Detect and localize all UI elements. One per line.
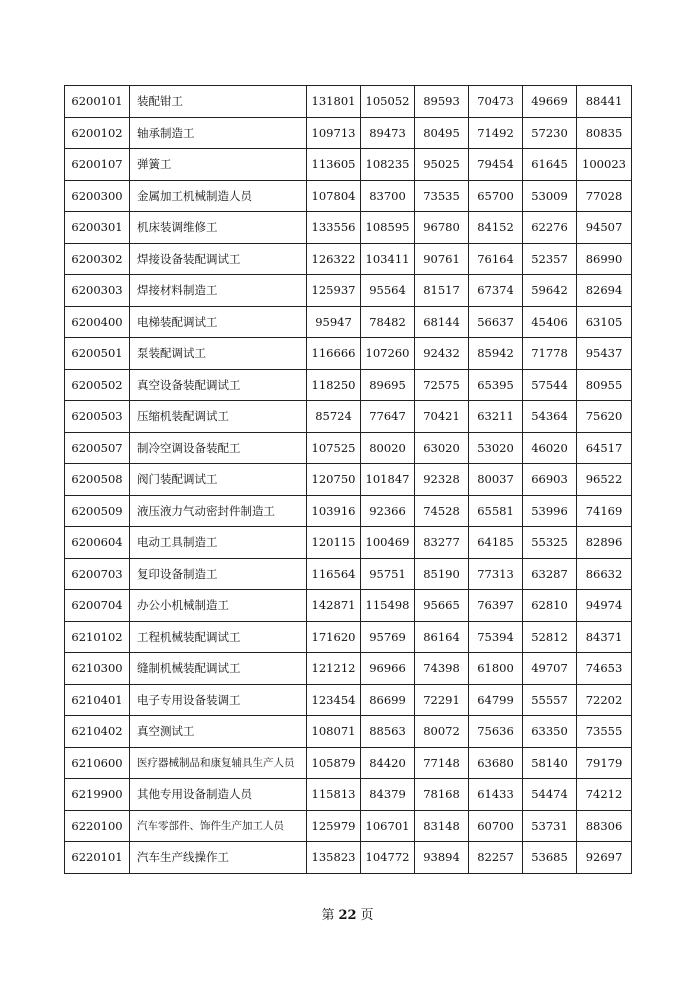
wage-value-cell: 106701 bbox=[361, 810, 415, 842]
occupation-code-cell: 6210402 bbox=[65, 716, 130, 748]
table-row bbox=[65, 495, 632, 527]
wage-value-cell: 70473 bbox=[469, 86, 523, 118]
wage-value-cell: 107525 bbox=[307, 432, 361, 464]
wage-value-cell: 108235 bbox=[361, 149, 415, 181]
wage-value-cell: 60700 bbox=[469, 810, 523, 842]
occupation-name-cell: 汽车零部件、饰件生产加工人员 bbox=[130, 810, 307, 842]
wage-value-cell: 88306 bbox=[577, 810, 632, 842]
wage-value-cell: 93894 bbox=[415, 842, 469, 874]
wage-value-cell: 81517 bbox=[415, 275, 469, 307]
occupation-name-cell: 其他专用设备制造人员 bbox=[130, 779, 307, 811]
wage-value-cell: 96780 bbox=[415, 212, 469, 244]
wage-value-cell: 73555 bbox=[577, 716, 632, 748]
wage-value-cell: 115813 bbox=[307, 779, 361, 811]
wage-value-cell: 94974 bbox=[577, 590, 632, 622]
table-row bbox=[65, 464, 632, 496]
table-row bbox=[65, 779, 632, 811]
occupation-name-cell: 办公小机械制造工 bbox=[130, 590, 307, 622]
wage-value-cell: 131801 bbox=[307, 86, 361, 118]
wage-value-cell: 125937 bbox=[307, 275, 361, 307]
wage-value-cell: 80835 bbox=[577, 117, 632, 149]
wage-value-cell: 64517 bbox=[577, 432, 632, 464]
page-number: 22 bbox=[338, 908, 357, 923]
occupation-code-cell: 6200508 bbox=[65, 464, 130, 496]
wage-value-cell: 45406 bbox=[523, 306, 577, 338]
wage-value-cell: 61433 bbox=[469, 779, 523, 811]
wage-value-cell: 59642 bbox=[523, 275, 577, 307]
wage-value-cell: 80072 bbox=[415, 716, 469, 748]
wage-value-cell: 46020 bbox=[523, 432, 577, 464]
occupation-name-cell: 真空设备装配调试工 bbox=[130, 369, 307, 401]
wage-value-cell: 53009 bbox=[523, 180, 577, 212]
wage-value-cell: 113605 bbox=[307, 149, 361, 181]
wage-value-cell: 54474 bbox=[523, 779, 577, 811]
wage-value-cell: 82694 bbox=[577, 275, 632, 307]
wage-value-cell: 77313 bbox=[469, 558, 523, 590]
wage-value-cell: 63211 bbox=[469, 401, 523, 433]
occupation-name-cell: 工程机械装配调试工 bbox=[130, 621, 307, 653]
wage-value-cell: 94507 bbox=[577, 212, 632, 244]
wage-value-cell: 72575 bbox=[415, 369, 469, 401]
occupation-code-cell: 6200604 bbox=[65, 527, 130, 559]
wage-value-cell: 89695 bbox=[361, 369, 415, 401]
occupation-name-cell: 液压液力气动密封件制造工 bbox=[130, 495, 307, 527]
table-row bbox=[65, 621, 632, 653]
wage-value-cell: 71492 bbox=[469, 117, 523, 149]
wage-value-cell: 84152 bbox=[469, 212, 523, 244]
wage-value-cell: 89593 bbox=[415, 86, 469, 118]
table-row bbox=[65, 306, 632, 338]
table-row bbox=[65, 180, 632, 212]
wage-value-cell: 61800 bbox=[469, 653, 523, 685]
occupation-code-cell: 6200703 bbox=[65, 558, 130, 590]
occupation-code-cell: 6200301 bbox=[65, 212, 130, 244]
wage-value-cell: 82257 bbox=[469, 842, 523, 874]
table-row bbox=[65, 401, 632, 433]
table-row bbox=[65, 117, 632, 149]
wage-value-cell: 95564 bbox=[361, 275, 415, 307]
wage-value-cell: 86990 bbox=[577, 243, 632, 275]
occupation-code-cell: 6200501 bbox=[65, 338, 130, 370]
wage-value-cell: 100023 bbox=[577, 149, 632, 181]
table-row bbox=[65, 86, 632, 118]
wage-value-cell: 126322 bbox=[307, 243, 361, 275]
occupation-code-cell: 6219900 bbox=[65, 779, 130, 811]
page-prefix: 第 bbox=[321, 908, 335, 923]
wage-value-cell: 80495 bbox=[415, 117, 469, 149]
table-row bbox=[65, 275, 632, 307]
wage-value-cell: 107804 bbox=[307, 180, 361, 212]
wage-value-cell: 92432 bbox=[415, 338, 469, 370]
wage-value-cell: 85724 bbox=[307, 401, 361, 433]
wage-value-cell: 74169 bbox=[577, 495, 632, 527]
wage-value-cell: 57230 bbox=[523, 117, 577, 149]
occupation-name-cell: 金属加工机械制造人员 bbox=[130, 180, 307, 212]
wage-value-cell: 120115 bbox=[307, 527, 361, 559]
wage-value-cell: 53731 bbox=[523, 810, 577, 842]
occupation-name-cell: 阀门装配调试工 bbox=[130, 464, 307, 496]
wage-value-cell: 89473 bbox=[361, 117, 415, 149]
wage-value-cell: 85942 bbox=[469, 338, 523, 370]
wage-value-cell: 80037 bbox=[469, 464, 523, 496]
wage-value-cell: 65395 bbox=[469, 369, 523, 401]
table-row bbox=[65, 527, 632, 559]
wage-value-cell: 61645 bbox=[523, 149, 577, 181]
occupation-code-cell: 6200300 bbox=[65, 180, 130, 212]
table-row bbox=[65, 590, 632, 622]
wage-value-cell: 133556 bbox=[307, 212, 361, 244]
occupation-code-cell: 6220100 bbox=[65, 810, 130, 842]
wage-value-cell: 120750 bbox=[307, 464, 361, 496]
occupation-code-cell: 6200107 bbox=[65, 149, 130, 181]
wage-value-cell: 92366 bbox=[361, 495, 415, 527]
occupation-name-cell: 装配钳工 bbox=[130, 86, 307, 118]
wage-value-cell: 72291 bbox=[415, 684, 469, 716]
wage-value-cell: 88563 bbox=[361, 716, 415, 748]
wage-value-cell: 83277 bbox=[415, 527, 469, 559]
wage-value-cell: 76397 bbox=[469, 590, 523, 622]
wage-value-cell: 108595 bbox=[361, 212, 415, 244]
wage-value-cell: 95947 bbox=[307, 306, 361, 338]
wage-value-cell: 49669 bbox=[523, 86, 577, 118]
occupation-name-cell: 医疗器械制品和康复辅具生产人员 bbox=[130, 747, 307, 779]
occupation-code-cell: 6210102 bbox=[65, 621, 130, 653]
occupation-code-cell: 6210600 bbox=[65, 747, 130, 779]
table-row bbox=[65, 684, 632, 716]
wage-value-cell: 104772 bbox=[361, 842, 415, 874]
wage-value-cell: 95437 bbox=[577, 338, 632, 370]
wage-value-cell: 68144 bbox=[415, 306, 469, 338]
wage-value-cell: 63680 bbox=[469, 747, 523, 779]
wage-value-cell: 85190 bbox=[415, 558, 469, 590]
wage-value-cell: 63287 bbox=[523, 558, 577, 590]
occupation-name-cell: 机床装调维修工 bbox=[130, 212, 307, 244]
occupation-name-cell: 压缩机装配调试工 bbox=[130, 401, 307, 433]
wage-value-cell: 65581 bbox=[469, 495, 523, 527]
wage-value-cell: 100469 bbox=[361, 527, 415, 559]
wage-value-cell: 103916 bbox=[307, 495, 361, 527]
wage-value-cell: 55325 bbox=[523, 527, 577, 559]
wage-value-cell: 53020 bbox=[469, 432, 523, 464]
table-row bbox=[65, 842, 632, 874]
wage-value-cell: 125979 bbox=[307, 810, 361, 842]
wage-value-cell: 101847 bbox=[361, 464, 415, 496]
occupation-code-cell: 6210401 bbox=[65, 684, 130, 716]
wage-value-cell: 95751 bbox=[361, 558, 415, 590]
wage-value-cell: 80955 bbox=[577, 369, 632, 401]
wage-value-cell: 118250 bbox=[307, 369, 361, 401]
wage-value-cell: 84420 bbox=[361, 747, 415, 779]
wage-value-cell: 76164 bbox=[469, 243, 523, 275]
wage-value-cell: 72202 bbox=[577, 684, 632, 716]
wage-value-cell: 90761 bbox=[415, 243, 469, 275]
occupation-name-cell: 制冷空调设备装配工 bbox=[130, 432, 307, 464]
table-row bbox=[65, 558, 632, 590]
table-row bbox=[65, 369, 632, 401]
wage-table bbox=[64, 85, 632, 874]
wage-value-cell: 65700 bbox=[469, 180, 523, 212]
occupation-name-cell: 电动工具制造工 bbox=[130, 527, 307, 559]
wage-value-cell: 52812 bbox=[523, 621, 577, 653]
occupation-name-cell: 泵装配调试工 bbox=[130, 338, 307, 370]
wage-value-cell: 71778 bbox=[523, 338, 577, 370]
table-row bbox=[65, 653, 632, 685]
occupation-name-cell: 弹簧工 bbox=[130, 149, 307, 181]
wage-value-cell: 77148 bbox=[415, 747, 469, 779]
wage-value-cell: 57544 bbox=[523, 369, 577, 401]
wage-value-cell: 75620 bbox=[577, 401, 632, 433]
wage-value-cell: 142871 bbox=[307, 590, 361, 622]
occupation-name-cell: 真空测试工 bbox=[130, 716, 307, 748]
occupation-code-cell: 6200400 bbox=[65, 306, 130, 338]
occupation-code-cell: 6200302 bbox=[65, 243, 130, 275]
occupation-code-cell: 6200503 bbox=[65, 401, 130, 433]
occupation-code-cell: 6200704 bbox=[65, 590, 130, 622]
wage-value-cell: 123454 bbox=[307, 684, 361, 716]
wage-value-cell: 105052 bbox=[361, 86, 415, 118]
wage-value-cell: 86632 bbox=[577, 558, 632, 590]
wage-value-cell: 56637 bbox=[469, 306, 523, 338]
wage-value-cell: 82896 bbox=[577, 527, 632, 559]
wage-value-cell: 84371 bbox=[577, 621, 632, 653]
table-row bbox=[65, 212, 632, 244]
wage-value-cell: 54364 bbox=[523, 401, 577, 433]
wage-value-cell: 64799 bbox=[469, 684, 523, 716]
wage-value-cell: 74398 bbox=[415, 653, 469, 685]
occupation-code-cell: 6200507 bbox=[65, 432, 130, 464]
wage-value-cell: 63350 bbox=[523, 716, 577, 748]
wage-value-cell: 64185 bbox=[469, 527, 523, 559]
wage-value-cell: 84379 bbox=[361, 779, 415, 811]
wage-value-cell: 62276 bbox=[523, 212, 577, 244]
table-row bbox=[65, 810, 632, 842]
occupation-name-cell: 电梯装配调试工 bbox=[130, 306, 307, 338]
wage-value-cell: 115498 bbox=[361, 590, 415, 622]
wage-value-cell: 55557 bbox=[523, 684, 577, 716]
occupation-name-cell: 轴承制造工 bbox=[130, 117, 307, 149]
occupation-name-cell: 复印设备制造工 bbox=[130, 558, 307, 590]
wage-value-cell: 116666 bbox=[307, 338, 361, 370]
wage-value-cell: 67374 bbox=[469, 275, 523, 307]
wage-value-cell: 95769 bbox=[361, 621, 415, 653]
wage-value-cell: 74528 bbox=[415, 495, 469, 527]
wage-value-cell: 52357 bbox=[523, 243, 577, 275]
wage-value-cell: 53996 bbox=[523, 495, 577, 527]
wage-value-cell: 74212 bbox=[577, 779, 632, 811]
wage-value-cell: 78168 bbox=[415, 779, 469, 811]
wage-value-cell: 53685 bbox=[523, 842, 577, 874]
wage-value-cell: 73535 bbox=[415, 180, 469, 212]
table-row bbox=[65, 243, 632, 275]
wage-value-cell: 86699 bbox=[361, 684, 415, 716]
table-row bbox=[65, 716, 632, 748]
table-row bbox=[65, 432, 632, 464]
wage-value-cell: 58140 bbox=[523, 747, 577, 779]
occupation-code-cell: 6200509 bbox=[65, 495, 130, 527]
occupation-code-cell: 6200303 bbox=[65, 275, 130, 307]
wage-value-cell: 109713 bbox=[307, 117, 361, 149]
wage-value-cell: 74653 bbox=[577, 653, 632, 685]
wage-value-cell: 92328 bbox=[415, 464, 469, 496]
wage-value-cell: 116564 bbox=[307, 558, 361, 590]
occupation-code-cell: 6200502 bbox=[65, 369, 130, 401]
occupation-code-cell: 6210300 bbox=[65, 653, 130, 685]
wage-value-cell: 86164 bbox=[415, 621, 469, 653]
wage-value-cell: 108071 bbox=[307, 716, 361, 748]
occupation-code-cell: 6220101 bbox=[65, 842, 130, 874]
page-footer bbox=[0, 904, 695, 923]
occupation-name-cell: 焊接材料制造工 bbox=[130, 275, 307, 307]
wage-value-cell: 70421 bbox=[415, 401, 469, 433]
table-row bbox=[65, 149, 632, 181]
wage-value-cell: 83700 bbox=[361, 180, 415, 212]
occupation-code-cell: 6200102 bbox=[65, 117, 130, 149]
table-row bbox=[65, 338, 632, 370]
wage-value-cell: 78482 bbox=[361, 306, 415, 338]
wage-value-cell: 62810 bbox=[523, 590, 577, 622]
wage-value-cell: 96522 bbox=[577, 464, 632, 496]
wage-value-cell: 66903 bbox=[523, 464, 577, 496]
table-row bbox=[65, 747, 632, 779]
wage-value-cell: 88441 bbox=[577, 86, 632, 118]
wage-table-body bbox=[65, 86, 632, 874]
wage-value-cell: 96966 bbox=[361, 653, 415, 685]
occupation-name-cell: 焊接设备装配调试工 bbox=[130, 243, 307, 275]
wage-value-cell: 80020 bbox=[361, 432, 415, 464]
occupation-name-cell: 电子专用设备装调工 bbox=[130, 684, 307, 716]
wage-value-cell: 77647 bbox=[361, 401, 415, 433]
wage-value-cell: 107260 bbox=[361, 338, 415, 370]
occupation-code-cell: 6200101 bbox=[65, 86, 130, 118]
page-suffix: 页 bbox=[360, 908, 374, 923]
wage-value-cell: 171620 bbox=[307, 621, 361, 653]
wage-value-cell: 95665 bbox=[415, 590, 469, 622]
wage-value-cell: 79454 bbox=[469, 149, 523, 181]
wage-value-cell: 83148 bbox=[415, 810, 469, 842]
wage-value-cell: 121212 bbox=[307, 653, 361, 685]
wage-value-cell: 49707 bbox=[523, 653, 577, 685]
wage-value-cell: 92697 bbox=[577, 842, 632, 874]
wage-value-cell: 75394 bbox=[469, 621, 523, 653]
occupation-name-cell: 缝制机械装配调试工 bbox=[130, 653, 307, 685]
wage-value-cell: 103411 bbox=[361, 243, 415, 275]
wage-value-cell: 63105 bbox=[577, 306, 632, 338]
wage-value-cell: 135823 bbox=[307, 842, 361, 874]
wage-value-cell: 95025 bbox=[415, 149, 469, 181]
wage-value-cell: 77028 bbox=[577, 180, 632, 212]
wage-value-cell: 79179 bbox=[577, 747, 632, 779]
occupation-name-cell: 汽车生产线操作工 bbox=[130, 842, 307, 874]
wage-value-cell: 105879 bbox=[307, 747, 361, 779]
wage-value-cell: 63020 bbox=[415, 432, 469, 464]
wage-value-cell: 75636 bbox=[469, 716, 523, 748]
